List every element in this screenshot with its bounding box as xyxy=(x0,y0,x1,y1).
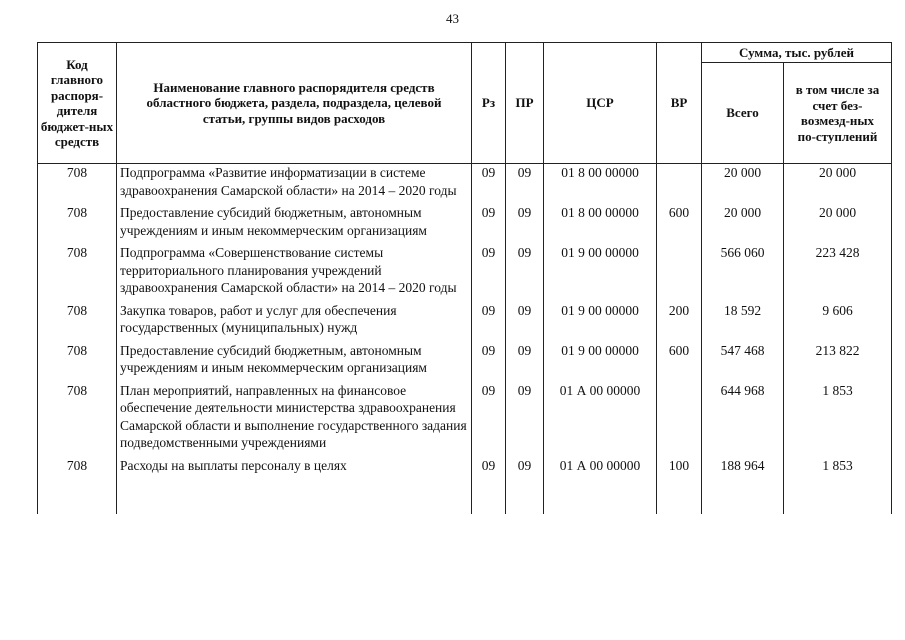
table-row xyxy=(38,164,892,205)
row-incl: 20 000 xyxy=(784,204,892,244)
table-row xyxy=(38,382,892,457)
row-vr: 200 xyxy=(657,302,702,342)
row-name: Расходы на выплаты персоналу в целях xyxy=(117,457,472,515)
row-incl: 1 853 xyxy=(784,457,892,515)
row-incl: 223 428 xyxy=(784,244,892,302)
row-incl: 20 000 xyxy=(784,164,892,205)
row-total: 20 000 xyxy=(702,164,784,205)
row-code: 708 xyxy=(38,244,117,302)
row-total: 188 964 xyxy=(702,457,784,515)
row-csr: 01 А 00 00000 xyxy=(544,382,657,457)
row-rz: 09 xyxy=(472,457,506,515)
row-incl: 1 853 xyxy=(784,382,892,457)
header-rz: Рз xyxy=(472,43,506,164)
header-name: Наименование главного распорядителя средств областного бюджета, раздела, подраздела, целевой статьи, группы видов расходов xyxy=(117,43,472,164)
row-rz: 09 xyxy=(472,164,506,205)
row-name: План мероприятий, направленных на финансовое обеспечение деятельности министерства здравоохранения Самарской области и выполнение государственного задания подведомственными учреждениями xyxy=(117,382,472,457)
row-rz: 09 xyxy=(472,302,506,342)
row-rz: 09 xyxy=(472,382,506,457)
row-name: Предоставление субсидий бюджетным, автономным учреждениям и иным некоммерческим организациям xyxy=(117,204,472,244)
header-pr: ПР xyxy=(506,43,544,164)
row-rz: 09 xyxy=(472,204,506,244)
row-csr: 01 9 00 00000 xyxy=(544,342,657,382)
row-code: 708 xyxy=(38,457,117,515)
header-sum: Сумма, тыс. рублей xyxy=(702,43,892,63)
row-pr: 09 xyxy=(506,382,544,457)
header-incl: в том числе за счет без-возмезд-ных по-ступлений xyxy=(784,63,892,164)
row-code: 708 xyxy=(38,204,117,244)
header-code: Код главного распоря-дителя бюджет-ных средств xyxy=(38,43,117,164)
row-vr: 600 xyxy=(657,342,702,382)
table-row xyxy=(38,302,892,342)
row-vr xyxy=(657,244,702,302)
table-row xyxy=(38,457,892,515)
row-csr: 01 9 00 00000 xyxy=(544,244,657,302)
row-rz: 09 xyxy=(472,342,506,382)
row-csr: 01 8 00 00000 xyxy=(544,164,657,205)
row-name: Подпрограмма «Совершенствование системы территориального планирования учреждений здравоохранения Самарской области» на 2014 – 2020 годы xyxy=(117,244,472,302)
row-total: 547 468 xyxy=(702,342,784,382)
row-code: 708 xyxy=(38,164,117,205)
table-row xyxy=(38,342,892,382)
row-incl: 213 822 xyxy=(784,342,892,382)
row-name: Подпрограмма «Развитие информатизации в системе здравоохранения Самарской области» на 2014 – 2020 годы xyxy=(117,164,472,205)
row-csr: 01 9 00 00000 xyxy=(544,302,657,342)
row-code: 708 xyxy=(38,302,117,342)
row-code: 708 xyxy=(38,342,117,382)
row-total: 644 968 xyxy=(702,382,784,457)
row-pr: 09 xyxy=(506,164,544,205)
row-total: 566 060 xyxy=(702,244,784,302)
row-name: Предоставление субсидий бюджетным, автономным учреждениям и иным некоммерческим организациям xyxy=(117,342,472,382)
header-vr: ВР xyxy=(657,43,702,164)
budget-table xyxy=(37,42,892,514)
row-total: 20 000 xyxy=(702,204,784,244)
row-code: 708 xyxy=(38,382,117,457)
table-row xyxy=(38,204,892,244)
row-csr: 01 А 00 00000 xyxy=(544,457,657,515)
row-pr: 09 xyxy=(506,204,544,244)
row-total: 18 592 xyxy=(702,302,784,342)
header-total: Всего xyxy=(702,63,784,164)
row-vr xyxy=(657,382,702,457)
row-csr: 01 8 00 00000 xyxy=(544,204,657,244)
row-incl: 9 606 xyxy=(784,302,892,342)
row-vr: 600 xyxy=(657,204,702,244)
row-name: Закупка товаров, работ и услуг для обеспечения государственных (муниципальных) нужд xyxy=(117,302,472,342)
table-row xyxy=(38,244,892,302)
row-vr: 100 xyxy=(657,457,702,515)
row-pr: 09 xyxy=(506,302,544,342)
row-pr: 09 xyxy=(506,457,544,515)
row-rz: 09 xyxy=(472,244,506,302)
page-number: 43 xyxy=(446,11,459,26)
header-csr: ЦСР xyxy=(544,43,657,164)
row-pr: 09 xyxy=(506,244,544,302)
row-pr: 09 xyxy=(506,342,544,382)
row-vr xyxy=(657,164,702,205)
